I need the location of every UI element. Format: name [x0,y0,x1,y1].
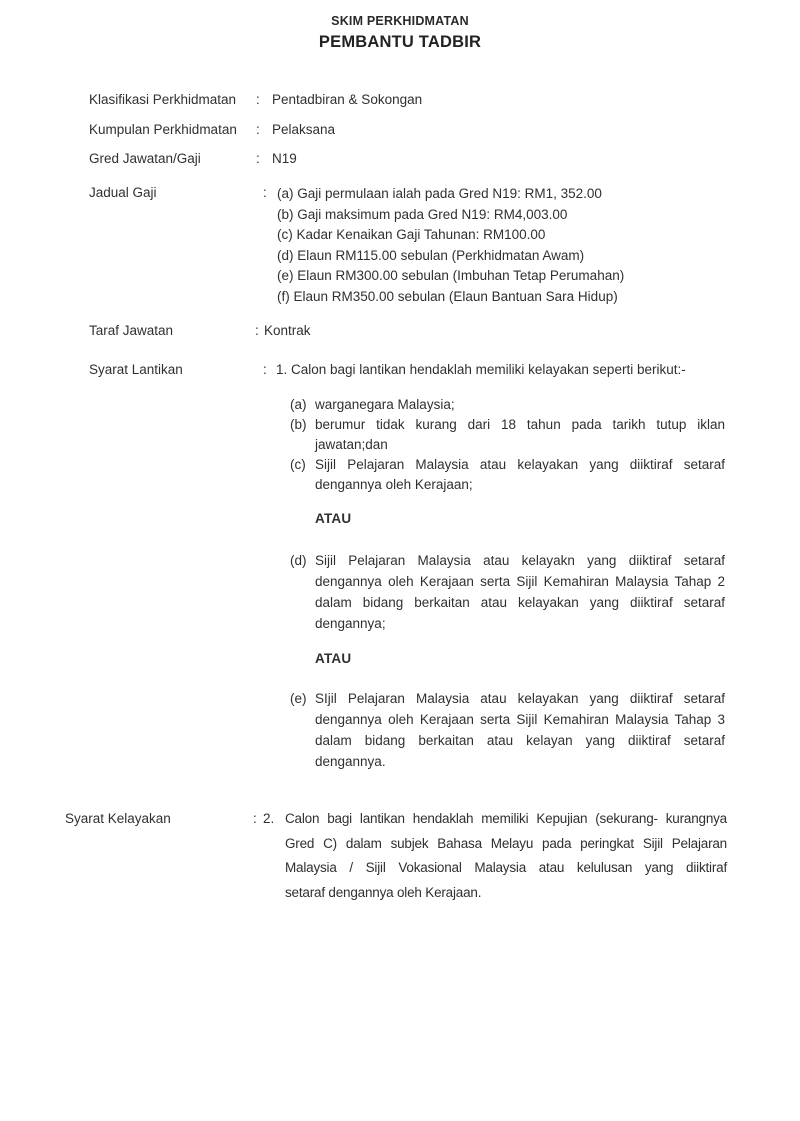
item-line: Sijil Pelajaran Malaysia atau kelayakn yang diiktiraf setaraf [315,553,725,568]
list-item-d [290,550,725,634]
field-label-syarat-lantikan: Syarat Lantikan [89,362,183,377]
item-line: Sijil Pelajaran Malaysia atau kelayakan yang diiktiraf setaraf [315,457,725,472]
field-label-kumpulan: Kumpulan Perkhidmatan [89,122,237,137]
field-label-klasifikasi: Klasifikasi Perkhidmatan [89,92,237,107]
paragraph-line: Calon bagi lantikan hendaklah memiliki Kepujian (sekurang- kurangnya [285,811,727,826]
syarat-lantikan-items-abc [290,395,725,495]
jadual-gaji-item: (c) Kadar Kenaikan Gaji Tahunan: RM100.00 [277,227,546,242]
item-line: dalam bidang berkaitan atau kelayakan yang diiktiraf setaraf [315,595,725,610]
item-marker: (b) [290,417,307,432]
colon-syarat-kelayakan: : [253,811,257,826]
paragraph-line: Gred C) dalam subjek Bahasa Melayu pada peringkat Sijil Pelajaran [285,835,727,851]
field-value-gred: N19 [272,151,297,166]
syarat-kelayakan-number: 2. [263,811,275,826]
item-line: SIjil Pelajaran Malaysia atau kelayakan yang diiktiraf setaraf [315,691,725,706]
jadual-gaji-item: (a) Gaji permulaan ialah pada Gred N19: RM1, 352.00 [277,186,602,201]
item-line: berumur tidak kurang dari 18 tahun pada tarikh tutup iklan [315,417,725,432]
item-line: dengannya. [315,754,386,769]
jadual-gaji-item: (b) Gaji maksimum pada Gred N19: RM4,003.00 [277,206,568,222]
syarat-lantikan-item-e [290,688,725,772]
jadual-gaji-list [277,184,624,307]
document-title-line1: SKIM PERKHIDMATAN [331,14,469,28]
item-marker: (c) [290,457,306,472]
item-line: dengannya oleh Kerajaan serta Sijil Kemahiran Malaysia Tahap 2 [315,574,725,589]
paragraph-line: setaraf dengannya oleh Kerajaan. [285,884,482,900]
paragraph-line: Malaysia / Sijil Vokasional Malaysia atau kelulusan yang diiktiraf [285,860,727,875]
document-title-line2: PEMBANTU TADBIR [318,33,482,51]
syarat-lantikan-item-d [290,550,725,634]
field-label-gred: Gred Jawatan/Gaji [89,151,201,166]
colon-syarat-lantikan: : [263,362,267,377]
item-marker: (e) [290,691,307,706]
syarat-kelayakan-paragraph [285,807,727,905]
list-item-c [290,455,725,495]
field-label-syarat-kelayakan: Syarat Kelayakan [65,811,171,826]
item-line: dengannya; [315,616,386,631]
item-marker: (a) [290,397,307,412]
field-label-jadual-gaji: Jadual Gaji [89,185,157,200]
field-label-taraf-jawatan: Taraf Jawatan [89,323,174,338]
field-value-taraf-jawatan: Kontrak [264,323,311,338]
list-item-a [290,395,725,415]
atau-separator-2: ATAU [315,651,352,666]
colon-jadual-gaji: : [263,185,267,200]
colon-taraf-jawatan: : [255,323,259,338]
colon-gred: : [256,151,260,166]
field-value-klasifikasi: Pentadbiran & Sokongan [272,92,423,107]
jadual-gaji-item: (f) Elaun RM350.00 sebulan (Elaun Bantuan Sara Hidup) [277,288,618,304]
jadual-gaji-item: (e) Elaun RM300.00 sebulan (Imbuhan Tetap Perumahan) [277,268,625,283]
item-line: warganegara Malaysia; [315,397,455,412]
item-line: dengannya oleh Kerajaan; [315,477,473,492]
item-line: dengannya oleh Kerajaan serta Sijil Kemahiran Malaysia Tahap 3 [315,712,725,727]
list-item-b [290,415,725,455]
jadual-gaji-item: (d) Elaun RM115.00 sebulan (Perkhidmatan Awam) [277,247,585,263]
field-value-kumpulan: Pelaksana [272,122,336,137]
colon-klasifikasi: : [256,92,260,107]
item-marker: (d) [290,553,307,568]
item-line: dalam bidang berkaitan atau kelayan yang diiktiraf setaraf [315,733,725,748]
syarat-lantikan-number: 1. [276,362,288,377]
item-line: jawatan;dan [315,437,388,452]
colon-kumpulan: : [256,122,260,137]
list-item-e [290,688,725,772]
syarat-lantikan-intro: Calon bagi lantikan hendaklah memiliki kelayakan seperti berikut:- [291,362,686,377]
atau-separator-1: ATAU [315,511,352,526]
